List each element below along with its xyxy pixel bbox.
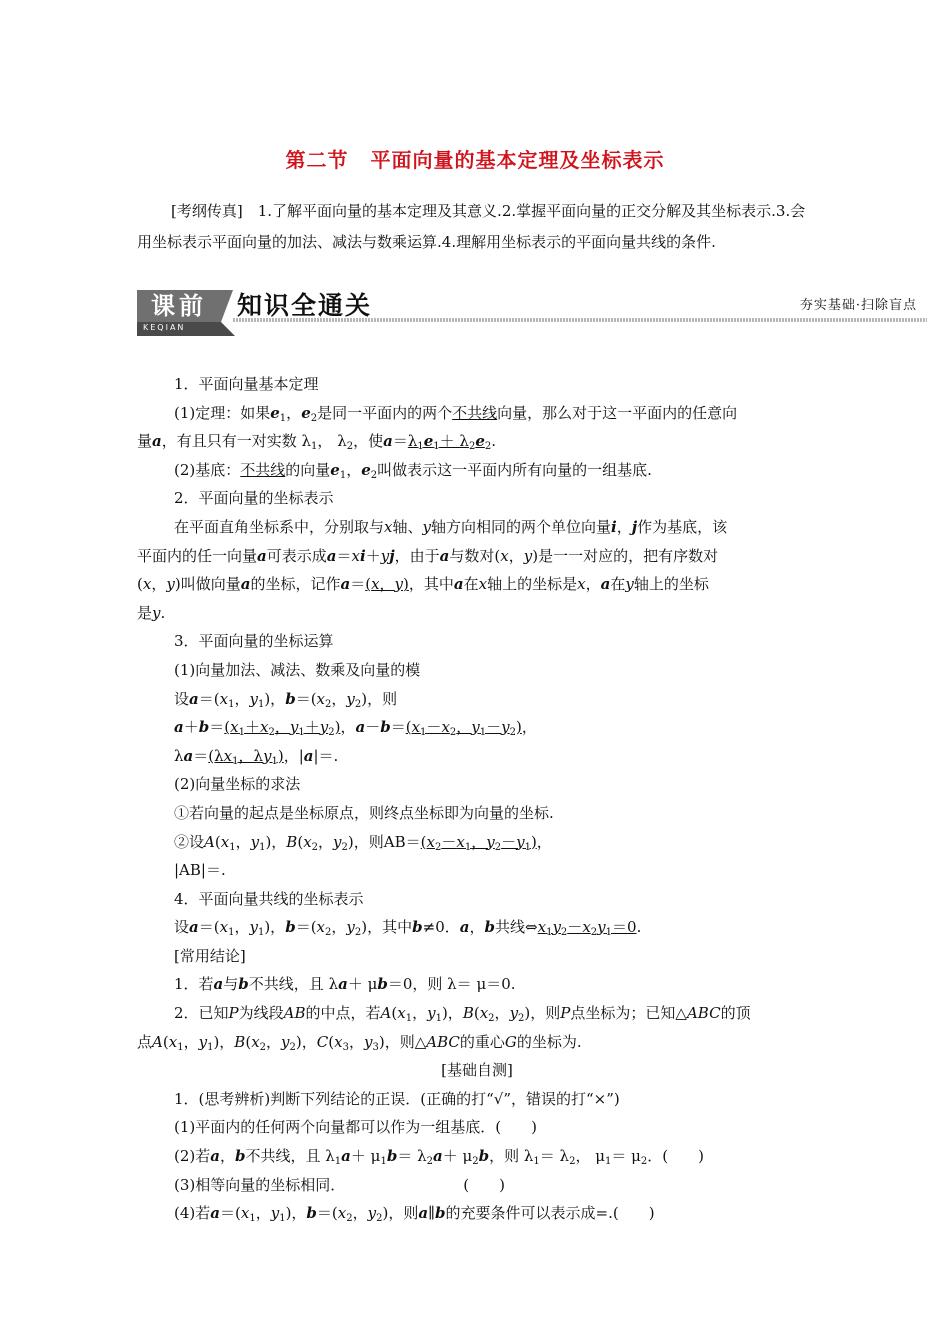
selftest-item1: (1)平面内的任何两个向量都可以作为一组基底．( ) (174, 1118, 537, 1137)
s4-collinear-fill: $x_1y_2-x_2y_1=0$ (537, 918, 637, 939)
s3-case2: ②设$A(x_1$，$y_1$)，$B(x_2$，$y_2$)，则$AB=(x_2-x_1$，$y_2-y_1$)， (174, 832, 552, 853)
s1-basis-prefix: (2)基底： (174, 460, 241, 479)
banner-tag-corner (221, 290, 233, 322)
s3-sub2: (2)向量坐标的求法 (174, 775, 301, 794)
common-r1b: 与 (223, 975, 239, 994)
selftest-i4c: 的充要条件可以表示成=.( ) (445, 1204, 655, 1223)
common-r3c: 的重心 (459, 1032, 505, 1051)
s2-p3c: ，其中 (408, 575, 454, 594)
s2-p2c: ，由于 (394, 546, 440, 565)
s2-p2d: 与数对 (449, 546, 495, 565)
s3-case3: |AB|＝. (174, 861, 226, 880)
s1-basis-fill: 不共线 (240, 460, 286, 479)
s1-basis-suffix: 叫做表示这一平面内所有向量的一组基底. (377, 460, 652, 479)
common-r2b: 为线段 (238, 1004, 284, 1023)
common-r2f: 的顶 (720, 1004, 751, 1023)
s3-set-suffix: ，则 (367, 689, 398, 708)
s1-basis-mid: 的向量 (285, 460, 331, 479)
s2-p1d: 作为基底，该 (637, 517, 728, 536)
common-label: [常用结论] (174, 946, 246, 965)
content-body (137, 370, 817, 1228)
s3-c2-mid: ，则AB＝ (353, 832, 421, 851)
common-r2c: 的中点，若 (305, 1004, 381, 1023)
s2-p2: 平面内的任一向量 (137, 546, 258, 565)
common-rule2-cont: 点$A(x_1$，$y_1$)，$B(x_2$，$y_2$)，$C(x_3$，$y_3$)，则△ABC的重心G的坐标为. (137, 1032, 582, 1053)
common-r3d: 的坐标为. (516, 1032, 582, 1051)
s1-def-line2-c: ，使 (353, 432, 384, 451)
s4-mid2: 共线⇔ (495, 918, 538, 937)
s3-title: 3．平面向量的坐标运算 (174, 632, 334, 651)
s3-sum-fill: ($x_1+x_2$，$y_1+y_2$) (224, 718, 341, 739)
selftest-i4b: ，则 (388, 1204, 419, 1223)
common-r2d: ，则 (530, 1004, 561, 1023)
s2-p3e: 轴上的坐标是 (487, 575, 578, 594)
selftest-i4a: (4)若 (174, 1204, 211, 1223)
s2-line4: 是y. (137, 603, 166, 622)
selftest-item4: (4)若$a=(x_1$，$y_1$)，$b=(x_2$，$y_2$)，则a∥b的充要条件可以表示成=.( ) (174, 1204, 655, 1225)
s3-set-prefix: 设 (174, 689, 190, 708)
common-r2a: 2．已知 (174, 1004, 229, 1023)
s2-line2: 平面内的任一向量a可表示成a＝xi＋yj，由于a与数对(x，y)是一一对应的，把有序数对 (137, 546, 719, 565)
s3-add-sub-line: $a+b=(x_1+x_2$，$y_1+y_2$)，$a-b=(x_1-x_2$，$y_1-y_2$)， (174, 718, 537, 739)
s2-title: 2．平面向量的坐标表示 (174, 489, 334, 508)
banner-tag-pinyin: KEQIAN (143, 323, 186, 332)
s1-definition-line1: (1)定理：如果$e_1$，$e_2$是同一平面内的两个不共线向量，那么对于这一平面内的任意向 (174, 403, 738, 424)
syllabus-paragraph (137, 196, 817, 258)
selftest-i2b: 不共线，且 (245, 1147, 321, 1166)
s2-p3g: 轴上的坐标 (633, 575, 709, 594)
s2-p3b: 的坐标，记作 (250, 575, 341, 594)
section-banner (137, 290, 927, 336)
s2-p4: 是 (137, 603, 153, 622)
selftest-label: [基础自测] (441, 1061, 513, 1080)
s3-vector-ab-fill: ($x_2-x_1$，$y_2-y_1$) (420, 832, 537, 853)
selftest-question: 1．(思考辨析)判断下列结论的正误．(正确的打“√”，错误的打“×”) (174, 1089, 620, 1108)
common-r1d: ＝0，则 (387, 975, 443, 994)
s4-mid: ，其中 (367, 918, 413, 937)
syllabus-label: [考纲传真] (171, 202, 243, 220)
s1-definition-line2: 量a，有且只有一对实数 $\lambda_1$， $\lambda_2$，使$a=\lambda_1e_1+ \lambda_2e_2$. (137, 432, 497, 453)
s1-title: 1．平面向量基本定理 (174, 375, 319, 393)
title-section-number: 第二节 (285, 148, 349, 172)
s1-def-mid1: 是同一平面内的两个 (317, 403, 453, 422)
syllabus-text: 1.了解平面向量的基本定理及其意义.2.掌握平面向量的正交分解及其坐标表示.3.会用坐标表示平面向量的加法、减法与数乘运算.4.理解用坐标表示的平面向量共线的条件. (137, 202, 806, 251)
s2-p3d: 在 (463, 575, 479, 594)
common-r1c: 不共线，且 (248, 975, 324, 994)
selftest-i2d: ．( ) (647, 1147, 704, 1166)
banner-tag: 课前 (137, 290, 221, 322)
banner-heading: 知识全通关 (237, 291, 373, 320)
selftest-i2c: ，则 (489, 1147, 520, 1166)
s1-def-prefix: (1)定理：如果 (174, 403, 271, 422)
selftest-i3: (3)相等向量的坐标相同． (174, 1175, 346, 1194)
s2-p2b: 可表示成 (266, 546, 327, 565)
section-title (0, 144, 950, 173)
s3-scalar-line: $\lambda a=(\lambda x_1$，$\lambda y_1$)，|a|＝. (174, 746, 339, 767)
s2-p3f: 在 (610, 575, 626, 594)
s3-c2-prefix: ②设 (174, 832, 205, 851)
s3-set-line: 设$a=(x_1$，$y_1$)，$b=(x_2$，$y_2$)，则 (174, 689, 398, 710)
s2-line1: 在平面直角坐标系中，分别取与x轴、y轴方向相同的两个单位向量i，j作为基底，该 (174, 517, 728, 536)
s2-p2e: 是一一对应的，把有序数对 (538, 546, 719, 565)
s2-line3: (x，y)叫做向量a的坐标，记作a＝(x，y)，其中a在x轴上的坐标是x，a在y轴上的坐标 (137, 575, 709, 594)
s3-diff-fill: ($x_1-x_2$，$y_1-y_2$) (405, 718, 522, 739)
common-rule1: 1．若a与b不共线，且 λa＋ μb＝0，则 λ＝ μ＝0. (174, 975, 516, 994)
selftest-i3b: ( ) (463, 1175, 505, 1194)
s3-scalar-fill: ($\lambda x_1$，$\lambda y_1$) (208, 746, 284, 767)
s2-p1c: 轴方向相同的两个单位向量 (430, 517, 611, 536)
title-text: 平面向量的基本定理及坐标表示 (370, 148, 665, 172)
common-rule2: 2．已知P为线段AB的中点，若$A(x_1$，$y_1$)，$B(x_2$，$y_2$)，则P点坐标为；已知△ABC的顶 (174, 1004, 751, 1025)
s2-coord-fill: (x，y) (365, 575, 409, 594)
selftest-i2a: (2)若 (174, 1147, 211, 1166)
s1-def-line2-b: ，有且只有一对实数 (161, 432, 297, 451)
s1-def-mid2: 向量，那么对于这一平面内的任意向 (497, 403, 738, 422)
s1-def-line2-a: 量 (137, 432, 153, 451)
s2-p3a: 叫做向量 (180, 575, 241, 594)
common-r3a: 点 (137, 1032, 153, 1051)
s3-sub1: (1)向量加法、减法、数乘及向量的模 (174, 660, 421, 679)
common-r3b: ，则△ (384, 1032, 427, 1051)
s4-line: 设$a=(x_1$，$y_1$)，$b=(x_2$，$y_2$)，其中b≠0．a，b共线$\Leftrightarrow x_1y_2-x_2y_1=0$. (174, 918, 642, 939)
s2-p1: 在平面直角坐标系中，分别取与 (174, 517, 385, 536)
common-r2e: 点坐标为；已知△ (570, 1004, 687, 1023)
s3-case1: ①若向量的起点是坐标原点，则终点坐标即为向量的坐标. (174, 803, 554, 822)
s1-basis-line: (2)基底：不共线的向量$e_1$，$e_2$叫做表示这一平面内所有向量的一组基底. (174, 460, 652, 481)
s1-def-fill: 不共线 (452, 403, 498, 422)
banner-slogan: 夯实基础·扫除盲点 (799, 298, 917, 313)
selftest-item2: (2)若a，b不共线，且 $\lambda_1a+ \mu_1b= \lambda_2a+ \mu_2b$，则 $\lambda_1= \lambda_2$， $\mu_1= \mu_2$．( ) (174, 1147, 704, 1168)
s4-prefix: 设 (174, 918, 190, 937)
s1-def-formula: $\lambda_1e_1+ \lambda_2e_2$ (407, 432, 492, 453)
s2-p1b: 轴、 (392, 517, 423, 536)
selftest-item3 (137, 1171, 817, 1200)
s4-title: 4．平面向量共线的坐标表示 (174, 889, 364, 908)
common-r1a: 1．若 (174, 975, 214, 994)
